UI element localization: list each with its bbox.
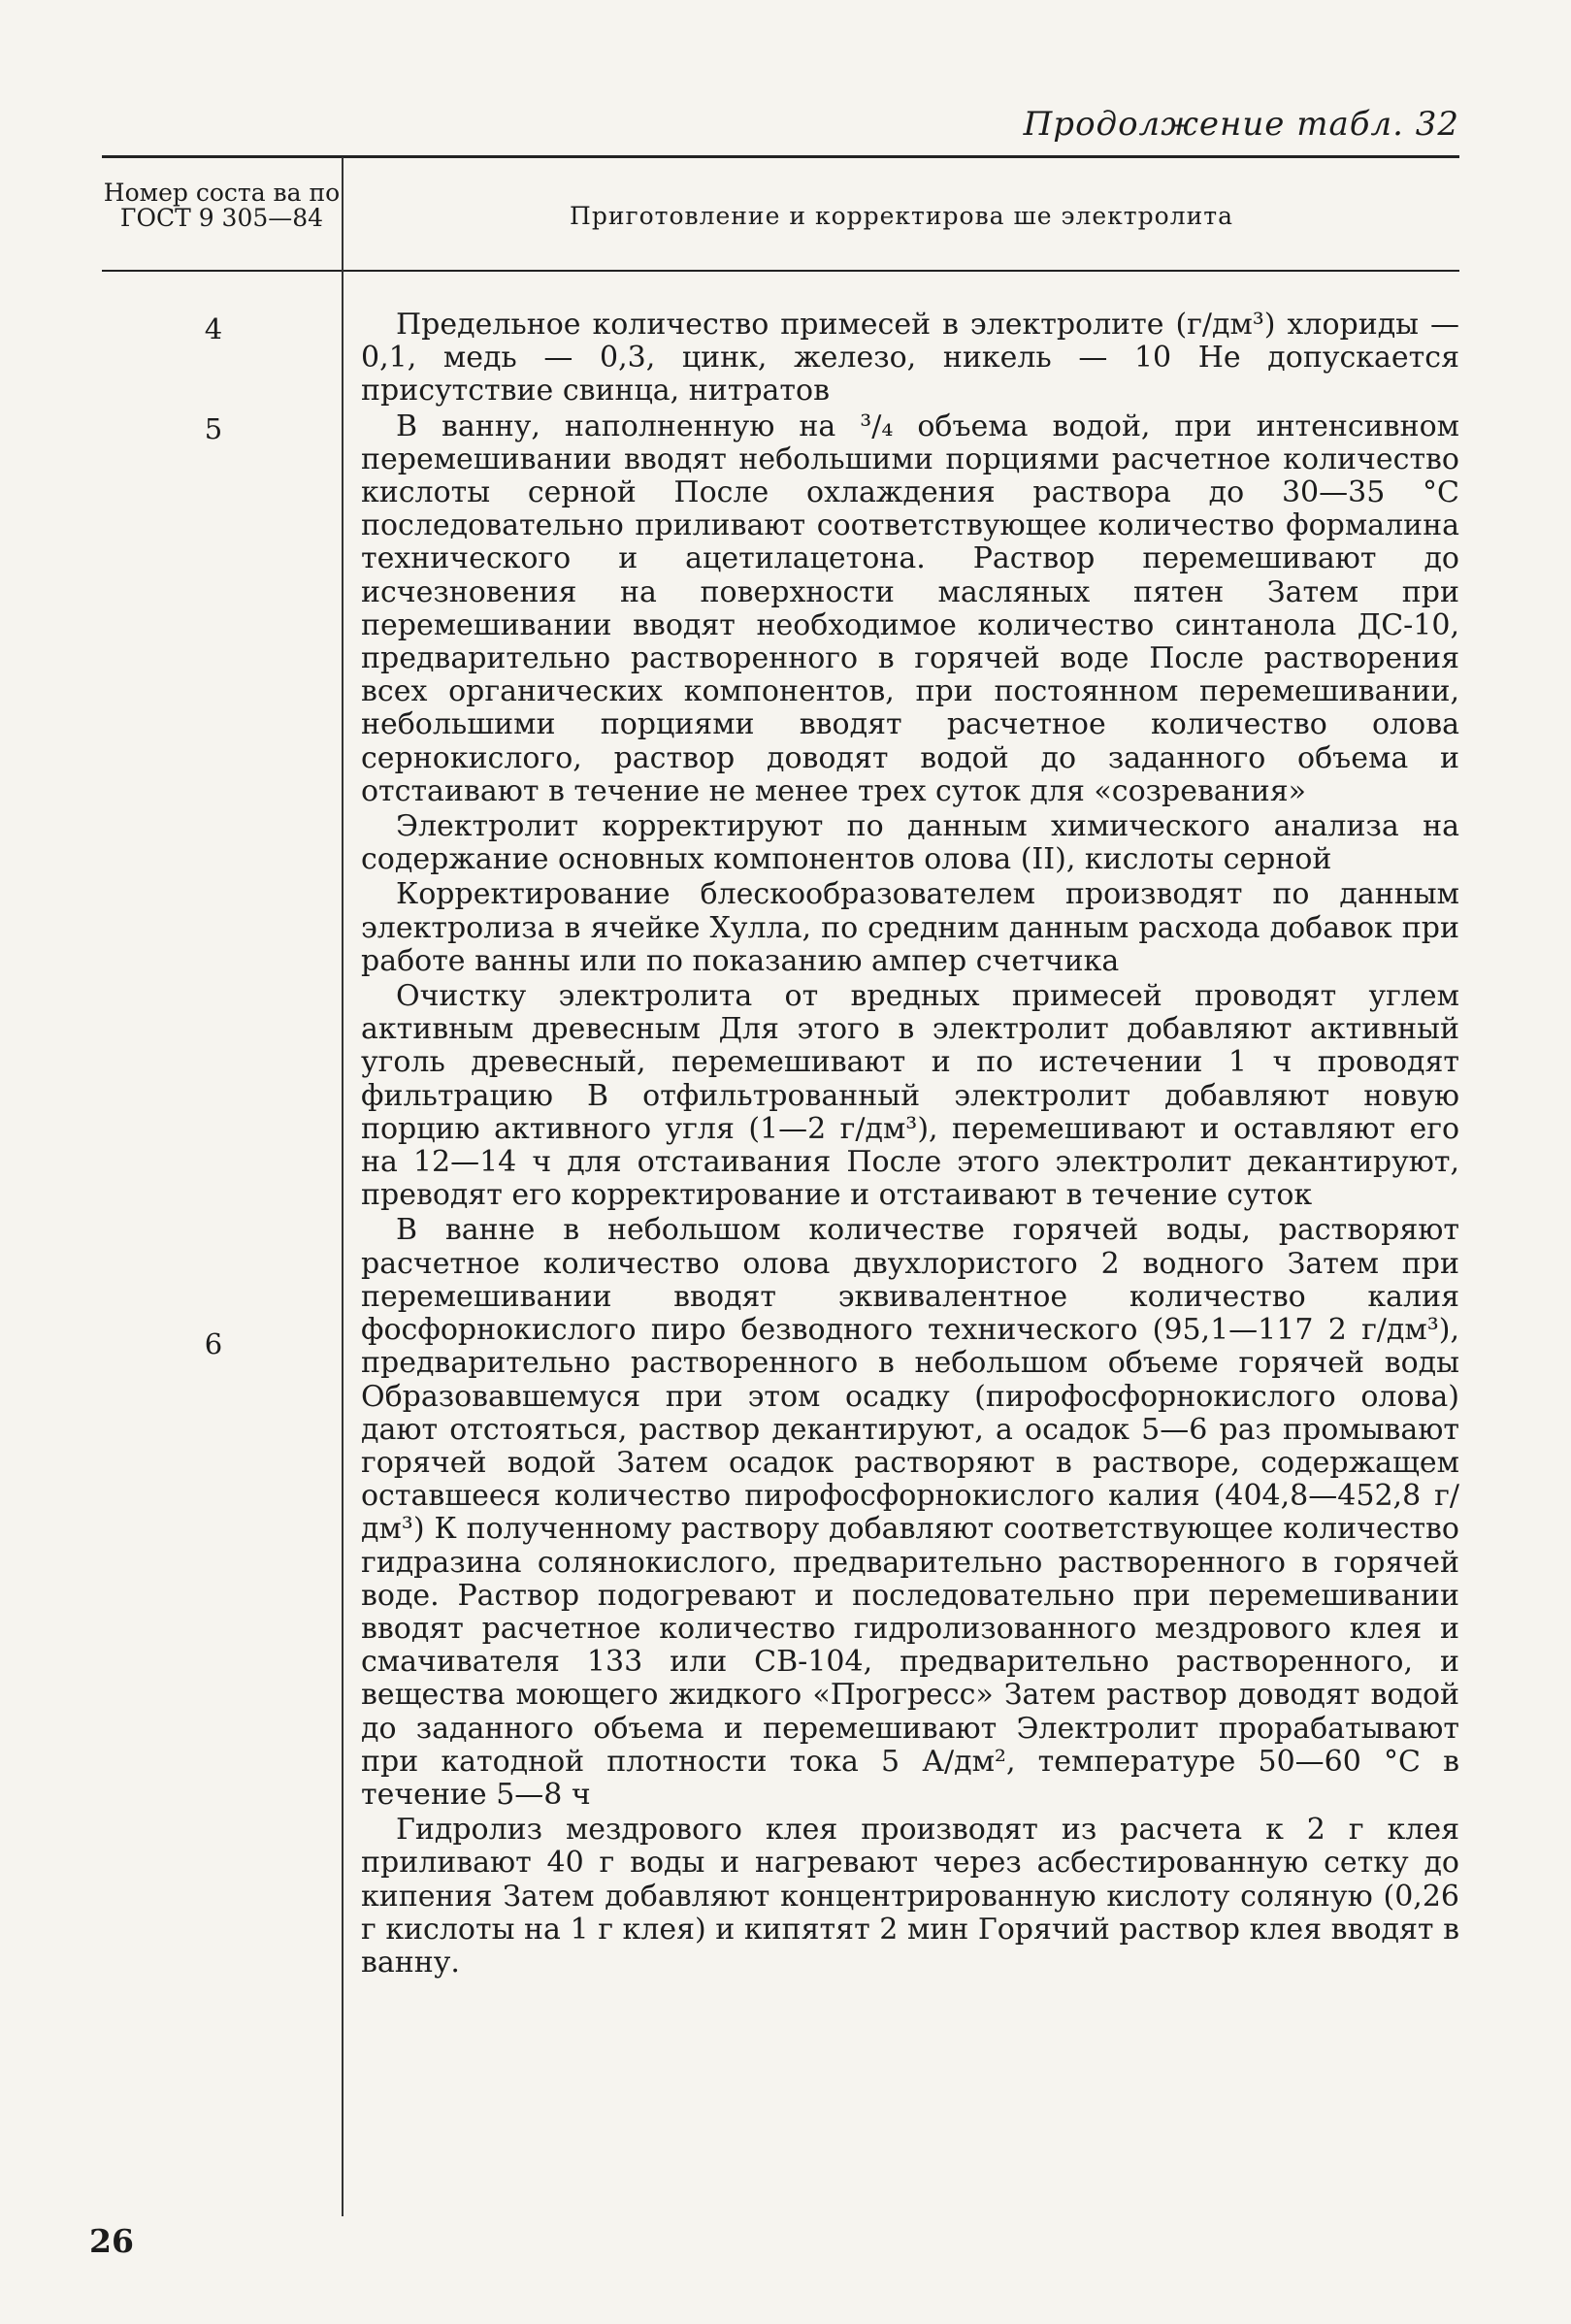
table-column-divider <box>342 157 344 2216</box>
preparation-text <box>361 309 1459 1980</box>
row-number-5: 5 <box>204 412 223 445</box>
row6-paragraph-2: Гидролиз мездрового клея производят из расчета к 2 г клея приливают 40 г воды и нагревают через асбестированную сетку до кипения Затем добавляют концентрированную кислоту соляную (0,26 г кислоты на 1 г клея) и кипятят 2 мин Горячий раствор клея вводят в ванну. <box>361 1813 1459 1980</box>
table-header-rule <box>102 270 1459 272</box>
table-top-rule <box>102 155 1459 158</box>
header-preparation: Приготовление и корректирова ше электролита <box>570 202 1233 230</box>
header-composition-number: Номер соста ва по ГОСТ 9 305—84 <box>103 179 341 232</box>
row5-paragraph-3: Корректирование блескообразователем производят по данным электролиза в ячейке Хулла, по средним данным расхода добавок при работе ванны или по показанию ампер счетчика <box>361 877 1459 978</box>
row5-paragraph-4: Очистку электролита от вредных примесей проводят углем активным древесным Для этого в электролит добавляют активный уголь древесный, перемешивают и по истечении 1 ч проводят фильтрацию В отфильтрованный электролит добавляют новую порцию активного угля (1—2 г/дм³), перемешивают и оставляют его на 12—14 ч для отстаивания После этого электролит декантируют, преводят его корректирование и отстаивают в течение суток <box>361 979 1459 1213</box>
row4-paragraph-1: Предельное количество примесей в электролите (г/дм³) хлориды — 0,1, медь — 0,3, цинк, железо, никель — 10 Не допускается присутствие свинца, нитратов <box>361 308 1459 409</box>
row6-paragraph-1: В ванне в небольшом количестве горячей воды, растворяют расчетное количество олова двухлористого 2 водного Затем при перемешивании вводят эквивалентное количество калия фосфорнокислого пиро безводного технического (95,1—117 2 г/дм³), предварительно растворенного в небольшом объеме горячей воды Образовавшемуся при этом осадку (пирофосфорнокислого олова) дают отстояться, раствор декантируют, а осадок 5—6 раз промывают горячей водой Затем осадок растворяют в растворе, содержащем оставшееся количество пирофосфорнокислого калия (404,8—452,8 г/дм³) К полученному раствору добавляют соответствующее количество гидразина солянокислого, предварительно растворенного в горячей воде. Раствор подогревают и последовательно при перемешивании вводят расчетное количество гидролизованного мездрового клея и смачивателя 133 или СВ-104, предварительно растворенного, и вещества моющего жидкого «Прогресс» Затем раствор доводят водой до заданного объема и перемешивают Электролит прорабатывают при катодной плотности тока 5 А/дм², температуре 50—60 °С в течение 5—8 ч <box>361 1213 1459 1812</box>
row5-paragraph-1: В ванну, наполненную на ³/₄ объема водой, при интенсивном перемешивании вводят небольшими порциями расчетное количество кислоты серной После охлаждения раствора до 30—35 °С последовательно приливают соответствующее количество формалина технического и ацетилацетона. Раствор перемешивают до исчезновения на поверхности масляных пятен Затем при перемешивании вводят необходимое количество синтанола ДС-10, предварительно растворенного в горячей воде После растворения всех органических компонентов, при постоянном перемешивании, небольшими порциями вводят расчетное количество олова сернокислого, раствор доводят водой до заданного объема и отстаивают в течение не менее трех суток для «созревания» <box>361 409 1459 808</box>
page-number: 26 <box>89 2222 134 2260</box>
row-number-6: 6 <box>204 1327 223 1360</box>
row-number-4: 4 <box>204 312 223 345</box>
row5-paragraph-2: Электролит корректируют по данным химического анализа на содержание основных компонентов олова (II), кислоты серной <box>361 809 1459 877</box>
continuation-caption: Продолжение табл. 32 <box>1023 105 1459 144</box>
